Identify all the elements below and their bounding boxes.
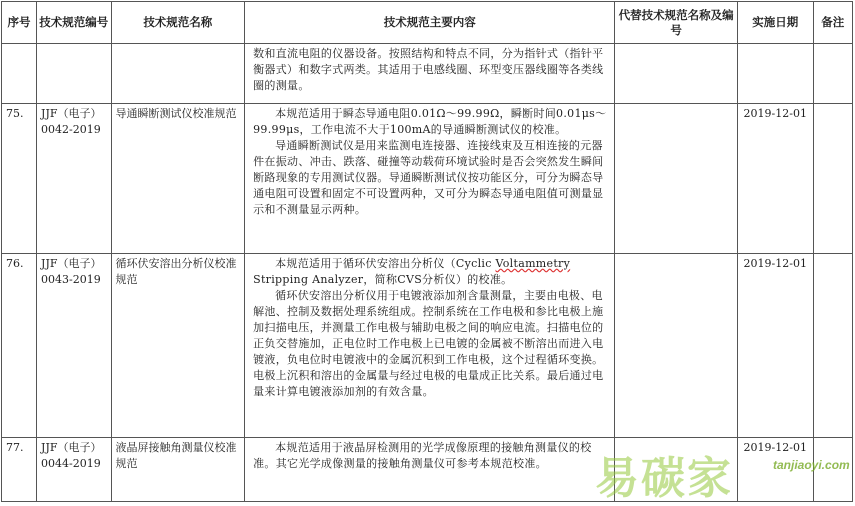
continuation-text: 数和直流电阻的仪器设备。按照结构和特点不同，分为指针式（指针平衡器式）和数字式两类。其适用于电感线圈、环型变压器线圈等各类线圈的测量。 (253, 47, 604, 92)
row-remark (813, 438, 852, 502)
header-replace: 代替技术规范名称及编号 (615, 2, 738, 44)
row-no: 75. (2, 104, 37, 254)
row-remark (813, 254, 852, 438)
row-date: 2019-12-01 (737, 104, 813, 254)
header-date: 实施日期 (737, 2, 813, 44)
row-content (245, 438, 615, 502)
header-no: 序号 (2, 2, 37, 44)
row-name: 导通瞬断测试仪校准规范 (111, 104, 245, 254)
row-no: 77. (2, 438, 37, 502)
row-content-p2: 导通瞬断测试仪是用来监测电连接器、连接线束及互相连接的元器件在振动、冲击、跌落、碰撞等动载荷环境试验时是否会突然发生瞬间断路现象的专用测试仪器。导通瞬断测试仪按功能区分，可分为瞬态导通电阻可设置和固定不可设置两种，又可分为瞬态导通电阻值可测量显示和不测量显示两种。 (253, 139, 604, 216)
header-row (2, 2, 853, 44)
table-row (2, 254, 853, 438)
row-date: 2019-12-01 (737, 254, 813, 438)
row-code: JJF（电子）0044-2019 (37, 438, 111, 502)
row-content-p2: 循环伏安溶出分析仪用于电镀液添加剂含量测量，主要由电极、电解池、控制及数据处理系统组成。控制系统在工作电极和参比电极上施加扫描电压，并测量工作电极与辅助电极之间的响应电流。扫描电位的正负交替施加，正电位时工作电极上已电镀的金属被不断溶出而进入电镀液，负电位时电镀液中的金属沉积到工作电极，这个过程循环变换。电极上沉积和溶出的金属量与经过电极的电量成正比关系。最后通过电量来计算电镀液添加剂的有效含量。 (253, 289, 604, 398)
row-content-p1: 本规范适用于瞬态导通电阻0.01Ω～99.99Ω，瞬断时间0.01μs～99.99μs，工作电流不大于100mA的导通瞬断测试仪的校准。 (253, 107, 607, 136)
row-content (245, 254, 615, 438)
row-code: JJF（电子）0042-2019 (37, 104, 111, 254)
watermark-url: tanjiaoyi.com (773, 458, 850, 472)
row-code: JJF（电子）0043-2019 (37, 254, 111, 438)
table-row (2, 104, 853, 254)
row-replace (615, 104, 738, 254)
row-name: 循环伏安溶出分析仪校准规范 (111, 254, 245, 438)
row-name: 液晶屏接触角测量仪校准规范 (111, 438, 245, 502)
table-row (2, 438, 853, 502)
row-remark (813, 104, 852, 254)
row-content-p1: 本规范适用于液晶屏检测用的光学成像原理的接触角测量仪的校准。其它光学成像测量的接触角测量仪可参考本规范校准。 (253, 441, 592, 470)
row-replace (615, 438, 738, 502)
table-row-continuation (2, 44, 853, 104)
row-content-p1: 本规范适用于循环伏安溶出分析仪（Cyclic Voltammetry Stripping Analyzer，简称CVS分析仪）的校准。 (253, 257, 571, 286)
header-code: 技术规范编号 (37, 2, 111, 44)
watermark-logo-text: 易碳家 (595, 453, 733, 504)
spellcheck-underline: Voltammetry (495, 257, 571, 270)
row-content (245, 104, 615, 254)
row-date: 2019-12-01 (737, 438, 813, 502)
standards-table (1, 1, 853, 502)
row-no: 76. (2, 254, 37, 438)
row-replace (615, 254, 738, 438)
header-content: 技术规范主要内容 (245, 2, 615, 44)
header-name: 技术规范名称 (111, 2, 245, 44)
header-remark: 备注 (813, 2, 852, 44)
